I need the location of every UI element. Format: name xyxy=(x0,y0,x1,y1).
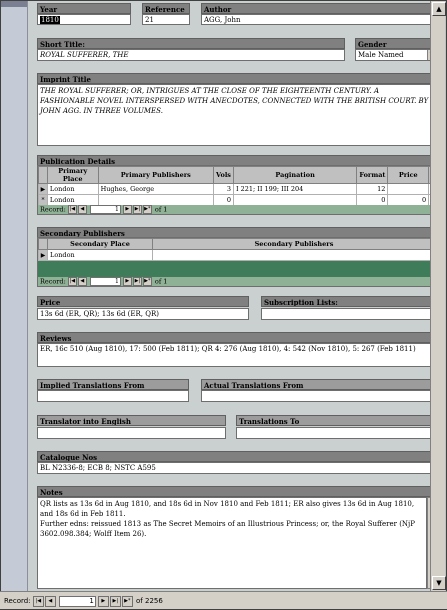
first-record-icon[interactable]: |◀ xyxy=(33,596,44,607)
price-field[interactable]: 13s 6d (ER, QR); 13s 6d (ER, QR) xyxy=(37,308,249,320)
table-cell[interactable] xyxy=(153,250,436,261)
column-header[interactable]: Pagination xyxy=(233,167,356,184)
table-row[interactable] xyxy=(39,250,436,261)
author-field[interactable]: AGG, John xyxy=(201,14,437,25)
gender-select[interactable] xyxy=(355,49,437,61)
last-record-icon[interactable]: ▶| xyxy=(110,596,121,607)
implied-translations-from-field[interactable] xyxy=(37,390,189,402)
column-header[interactable]: Vols xyxy=(214,167,234,184)
table-cell[interactable]: London xyxy=(48,250,153,261)
publication-details-subform xyxy=(37,165,437,215)
table-cell[interactable]: London xyxy=(47,195,98,206)
column-header[interactable]: Price xyxy=(388,167,429,184)
table-cell[interactable]: 0 xyxy=(357,195,388,206)
table-cell[interactable] xyxy=(233,195,356,206)
short-title-field[interactable]: ROYAL SUFFERER, THE xyxy=(37,49,345,61)
table-cell[interactable] xyxy=(388,184,429,195)
scroll-down-icon[interactable]: ▼ xyxy=(432,576,446,590)
reference-label: Reference xyxy=(142,3,190,14)
record-selector-top xyxy=(1,1,27,7)
record-nav-label: Record: xyxy=(4,597,31,605)
record-nav-label: Record: xyxy=(40,277,66,286)
record-number-input[interactable]: 1 xyxy=(90,277,121,286)
first-record-icon[interactable]: |◀ xyxy=(69,206,76,212)
record-navigation-bar xyxy=(0,591,447,609)
next-record-icon[interactable]: ▶ xyxy=(123,277,132,286)
header-selector xyxy=(39,239,48,250)
table-cell[interactable]: I 221; II 199; III 204 xyxy=(233,184,356,195)
column-header[interactable]: Primary Publishers xyxy=(98,167,213,184)
author-label: Author xyxy=(201,3,437,14)
year-value: 1810 xyxy=(41,16,59,24)
year-field[interactable] xyxy=(37,14,131,25)
catalogue-nos-field[interactable]: BL N2336-8; ECB 8; NSTC A595 xyxy=(37,462,437,474)
first-record-icon[interactable]: |◀ xyxy=(69,278,76,284)
record-selector-bar[interactable] xyxy=(1,1,28,591)
record-number-input[interactable]: 1 xyxy=(90,205,121,214)
previous-record-icon[interactable]: ◀ xyxy=(78,205,87,214)
imprint-title-field[interactable]: THE ROYAL SUFFERER; OR, INTRIGUES AT THE CLOSE OF THE EIGHTEENTH CENTURY. A FASHIONABLE NOVEL INTERSPERSED WITH ANECDOTES, CONNECTED WITH THE BRITISH COURT. BY JOHN AGG. IN THREE VOLUMES. xyxy=(37,84,437,146)
reviews-label: Reviews xyxy=(37,332,437,343)
publication-details-label: Publication Details xyxy=(37,155,437,166)
record-count-text: of 2256 xyxy=(136,597,163,605)
column-header[interactable]: Primary Place xyxy=(47,167,98,184)
imprint-title-label: Imprint Title xyxy=(37,73,437,84)
gender-label: Gender xyxy=(355,38,437,49)
subscription-lists-label: Subscription Lists: xyxy=(261,296,437,307)
translator-into-english-field[interactable] xyxy=(37,427,226,439)
record-count-text: of 1 xyxy=(154,277,168,286)
next-record-icon[interactable]: ▶ xyxy=(123,205,132,214)
table-row[interactable] xyxy=(39,195,436,206)
new-record-icon[interactable]: ▶* xyxy=(144,206,151,212)
gender-value: Male Named xyxy=(358,51,404,59)
secondary-publishers-navbar xyxy=(38,277,436,286)
actual-translations-from-field[interactable] xyxy=(201,390,437,402)
column-header[interactable]: Secondary Place xyxy=(48,239,153,250)
next-record-icon[interactable]: ▶ xyxy=(98,596,109,607)
last-record-icon[interactable]: ▶| xyxy=(134,206,141,212)
header-selector xyxy=(39,167,48,184)
notes-label: Notes xyxy=(37,486,437,497)
notes-paragraph: QR lists as 13s 6d in Aug 1810, and 18s 6d in Nov 1810 and Feb 1811; ER also gives 13s 6d in Aug 1810, and 18s 6d in Feb 1811. xyxy=(40,500,415,518)
form-scrollbar[interactable] xyxy=(430,1,445,591)
last-record-icon[interactable]: ▶| xyxy=(134,278,141,284)
secondary-publishers-table xyxy=(38,238,436,261)
table-cell[interactable]: Hughes, George xyxy=(98,184,213,195)
previous-record-icon[interactable]: ◀ xyxy=(78,277,87,286)
secondary-publishers-label: Secondary Publishers xyxy=(37,227,437,238)
table-cell[interactable]: 12 xyxy=(357,184,388,195)
publication-details-table xyxy=(38,166,436,206)
actual-translations-from-label: Actual Translations From xyxy=(201,379,437,390)
reviews-field[interactable]: ER, 16c 510 (Aug 1810), 17: 500 (Feb 1811); QR 4: 276 (Aug 1810), 4: 542 (Nov 1810), 5: 267 (Feb 1811) xyxy=(37,343,437,367)
record-count-text: of 1 xyxy=(154,205,168,214)
table-row[interactable] xyxy=(39,184,436,195)
translator-into-english-label: Translator into English xyxy=(37,415,226,426)
short-title-label: Short Title: xyxy=(37,38,345,49)
implied-translations-from-label: Implied Translations From xyxy=(37,379,189,390)
new-record-icon[interactable]: ▶* xyxy=(122,596,133,607)
publication-details-navbar xyxy=(38,205,436,214)
table-cell[interactable]: 0 xyxy=(388,195,429,206)
translations-to-field[interactable] xyxy=(236,427,437,439)
secondary-publishers-subform xyxy=(37,237,437,287)
column-header[interactable]: Format xyxy=(357,167,388,184)
new-row-icon[interactable]: * xyxy=(39,195,48,206)
scroll-up-icon[interactable]: ▲ xyxy=(432,2,446,16)
record-number-input[interactable]: 1 xyxy=(59,596,96,607)
table-cell[interactable]: 0 xyxy=(214,195,234,206)
year-label: Year xyxy=(37,3,131,14)
table-cell[interactable]: London xyxy=(47,184,98,195)
record-nav-label: Record: xyxy=(40,205,66,214)
subscription-lists-field[interactable] xyxy=(261,308,437,320)
notes-field[interactable] xyxy=(37,497,427,589)
table-cell[interactable]: 3 xyxy=(214,184,234,195)
notes-paragraph: Further edns: reissued 1813 as The Secret Memoirs of an Illustrious Princess; or, the Royal Sufferer (NjP 3602.098.384; Wolff Item 26). xyxy=(40,520,415,538)
translations-to-label: Translations To xyxy=(236,415,437,426)
current-row-icon[interactable]: ▶ xyxy=(39,184,48,195)
table-cell[interactable] xyxy=(98,195,213,206)
column-header[interactable]: Secondary Publishers xyxy=(153,239,436,250)
price-label: Price xyxy=(37,296,249,307)
current-row-icon[interactable]: ▶ xyxy=(39,250,48,261)
new-record-icon[interactable]: ▶* xyxy=(144,278,151,284)
reference-field[interactable]: 21 xyxy=(142,14,190,25)
catalogue-nos-label: Catalogue Nos xyxy=(37,451,437,462)
previous-record-icon[interactable]: ◀ xyxy=(45,596,56,607)
